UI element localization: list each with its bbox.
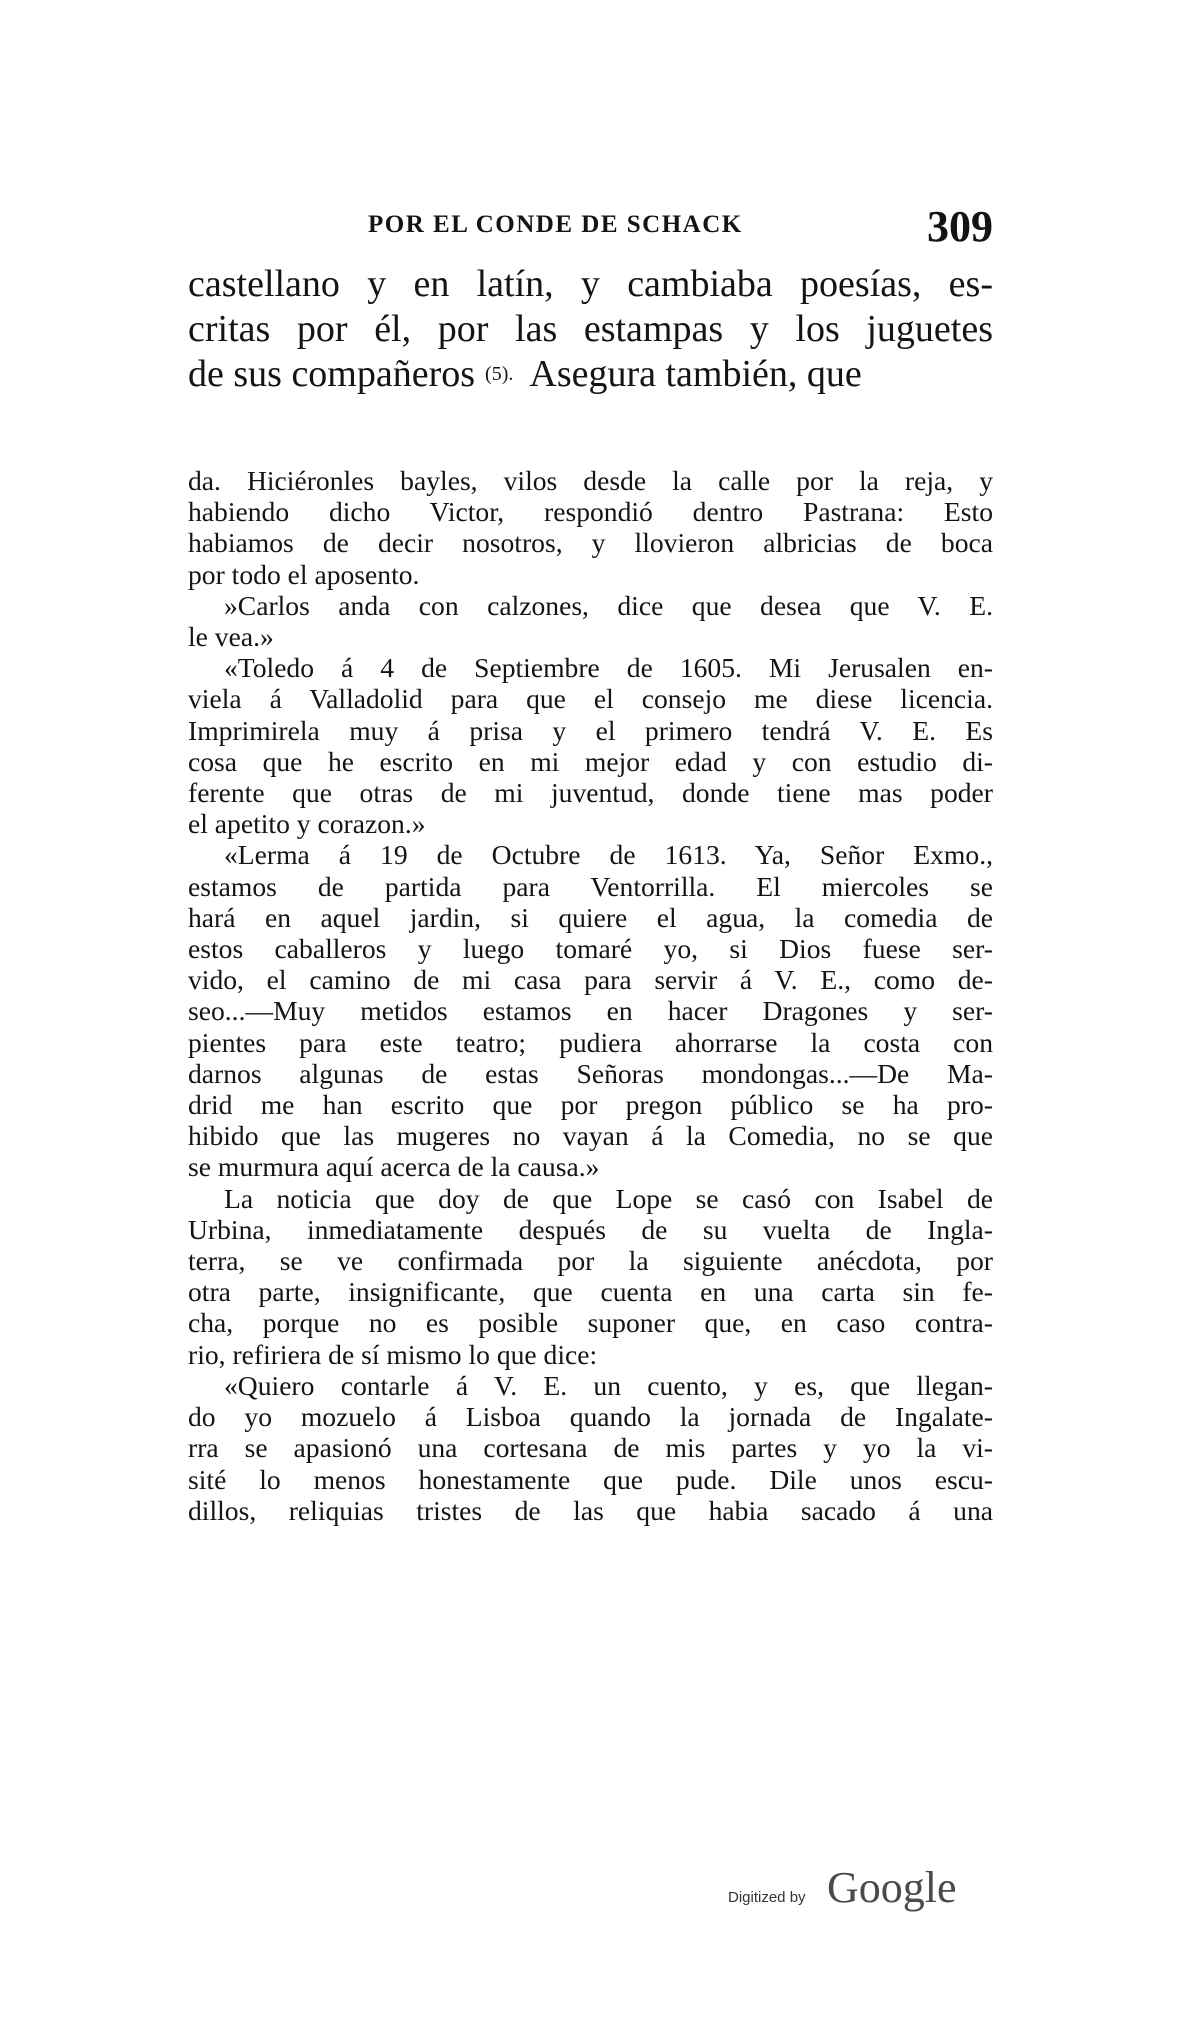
note-line: otra parte, insignificante, que cuenta en una carta sin fe- xyxy=(188,1276,993,1308)
note-block xyxy=(188,465,993,1526)
text-line: critas por él, por las estampas y los juguetes xyxy=(188,308,993,350)
note-line: hibido que las mugeres no vayan á la Comedia, no se que xyxy=(188,1120,993,1152)
note-line: estos caballeros y luego tomaré yo, si Dios fuese ser- xyxy=(188,933,993,965)
note-line: sité lo menos honestamente que pude. Dile unos escu- xyxy=(188,1463,993,1495)
note-line: vido, el camino de mi casa para servir á V. E., como de- xyxy=(188,964,993,996)
running-head xyxy=(188,202,993,255)
text-fragment: de sus compañeros xyxy=(188,353,476,395)
note-line: da. Hiciéronles bayles, vilos desde la calle por la reja, y xyxy=(188,465,993,496)
note-line: hará en aquel jardin, si quiere el agua, la comedia de xyxy=(188,901,993,933)
running-title: POR EL CONDE DE SCHACK xyxy=(368,211,743,238)
note-line: el apetito y corazon.» xyxy=(188,808,426,840)
main-paragraph xyxy=(188,262,993,397)
watermark-small-text: Digitized by xyxy=(728,1889,806,1906)
note-line: drid me han escrito que por pregon público se ha pro- xyxy=(188,1089,993,1121)
note-line: cosa que he escrito en mi mejor edad y con estudio di- xyxy=(188,745,993,777)
note-line: se murmura aquí acerca de la causa.» xyxy=(188,1151,600,1183)
note-line: rio, refiriera de sí mismo lo que dice: xyxy=(188,1338,598,1370)
note-line: Urbina, inmediatamente después de su vuelta de Ingla- xyxy=(188,1213,993,1245)
footnote-reference: (5). xyxy=(485,363,514,385)
note-line: «Quiero contarle á V. E. un cuento, y es, que llegan- xyxy=(224,1369,993,1401)
watermark-logo-text: Google xyxy=(827,1863,957,1912)
note-line: seo...—Muy metidos estamos en hacer Dragones y ser- xyxy=(188,995,993,1027)
note-line: »Carlos anda con calzones, dice que desea que V. E. xyxy=(224,589,993,621)
note-line: do yo mozuelo á Lisboa quando la jornada de Ingalate- xyxy=(188,1401,993,1433)
note-line: terra, se ve confirmada por la siguiente anécdota, por xyxy=(188,1245,993,1277)
note-line: le vea.» xyxy=(188,621,274,653)
text-line: castellano y en latín, y cambiaba poesías, es- xyxy=(188,263,993,305)
note-line: «Lerma á 19 de Octubre de 1613. Ya, Señor Exmo., xyxy=(224,839,993,871)
note-line: estamos de partida para Ventorrilla. El miercoles se xyxy=(188,870,993,902)
note-line: La noticia que doy de que Lope se casó con Isabel de xyxy=(224,1182,993,1214)
note-line: ferente que otras de mi juventud, donde tiene mas poder xyxy=(188,777,993,809)
note-line: viela á Valladolid para que el consejo me diese licencia. xyxy=(188,683,993,715)
note-line: Imprimirela muy á prisa y el primero tendrá V. E. Es xyxy=(188,714,993,746)
note-line: rra se apasionó una cortesana de mis partes y yo la vi- xyxy=(188,1432,993,1464)
note-line: por todo el aposento. xyxy=(188,558,420,590)
note-line: «Toledo á 4 de Septiembre de 1605. Mi Jerusalen en- xyxy=(224,652,993,684)
page-number: 309 xyxy=(927,202,993,251)
note-line: pientes para este teatro; pudiera ahorrarse la costa con xyxy=(188,1026,993,1058)
note-line: habiamos de decir nosotros, y llovieron albricias de boca xyxy=(188,527,993,559)
note-line: cha, porque no es posible suponer que, en caso contra- xyxy=(188,1307,993,1339)
digitized-by-google-watermark xyxy=(723,1862,973,1918)
text-fragment: Asegura también, que xyxy=(529,353,862,395)
note-line: darnos algunas de estas Señoras mondongas...—De Ma- xyxy=(188,1057,993,1089)
text-line-with-footnote xyxy=(188,352,993,397)
note-line: habiendo dicho Victor, respondió dentro Pastrana: Esto xyxy=(188,496,993,528)
note-line: dillos, reliquias tristes de las que habia sacado á una xyxy=(188,1494,993,1526)
